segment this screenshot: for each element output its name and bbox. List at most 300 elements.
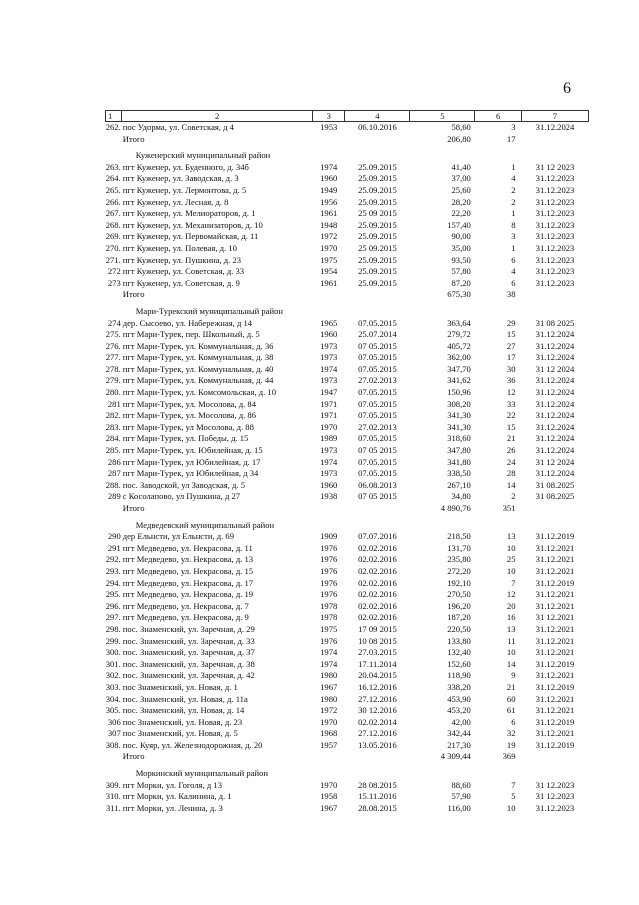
date-cell: 25.09.2015 xyxy=(358,219,397,230)
row-number: 295. xyxy=(105,589,121,600)
row-number: 302. xyxy=(105,670,121,681)
date-cell: 02.02.2016 xyxy=(358,554,397,565)
column-header-row xyxy=(106,111,589,122)
area-cell: 347,80 xyxy=(447,445,471,456)
address-cell: пгт Медведево, ул. Некрасова, д. 15 xyxy=(122,565,254,576)
table-row xyxy=(106,612,589,624)
area-cell: 37,00 xyxy=(451,173,471,184)
row-number: 306 xyxy=(107,716,121,727)
area-cell: 279,72 xyxy=(447,329,471,340)
row-number: 269. xyxy=(105,231,121,242)
address-cell: пгт Мари-Турек, ул. Комсомольская, д. 10 xyxy=(122,387,277,398)
date-cell: 06.08.2013 xyxy=(358,479,397,490)
count-cell: 10 xyxy=(506,542,516,553)
table-row xyxy=(106,728,589,740)
table-row xyxy=(106,399,589,411)
page-number: 6 xyxy=(563,80,571,97)
deadline-cell: 31.12.2024 xyxy=(535,340,575,351)
deadline-cell: 31.12.2023 xyxy=(535,231,575,242)
year-cell: 1978 xyxy=(320,612,338,623)
count-cell xyxy=(475,768,522,780)
count-cell: 2 xyxy=(511,196,516,207)
address-cell: пгт Мари-Турек, ул Юбилейная, д 34 xyxy=(122,468,259,479)
count-cell: 7 xyxy=(511,577,516,588)
table-row xyxy=(106,624,589,636)
date-cell: 02.02.2016 xyxy=(358,600,397,611)
address-cell: пос. Знаменский, ул. Заречная, д. 33 xyxy=(122,635,255,646)
address-cell: пгт Куженер, ул. Первомайская, д. 11 xyxy=(122,231,259,242)
table-row xyxy=(106,578,589,590)
area-cell: 341,80 xyxy=(447,456,471,467)
year-cell: 1960 xyxy=(320,479,338,490)
row-number: 308. xyxy=(105,739,121,750)
year-cell: 1973 xyxy=(320,468,338,479)
count-cell: 4 xyxy=(511,266,516,277)
count-cell: 20 xyxy=(506,600,516,611)
year-cell: 1973 xyxy=(320,352,338,363)
table-row xyxy=(106,318,589,330)
area-cell: 131,70 xyxy=(447,542,471,553)
count-cell: 13 xyxy=(506,623,516,634)
table-row xyxy=(106,445,589,457)
address-cell: пгт Куженер, ул. Буденного, д. 34б xyxy=(122,161,249,172)
year-cell: 1960 xyxy=(320,329,338,340)
date-cell: 25.09.2015 xyxy=(358,277,397,288)
count-cell: 38 xyxy=(506,289,516,300)
deadline-cell: 31.12.2024 xyxy=(535,352,575,363)
count-cell: 30 xyxy=(506,363,516,374)
year-cell: 1956 xyxy=(320,196,338,207)
area-cell: 453,90 xyxy=(447,693,471,704)
row-number: 303. xyxy=(105,681,121,692)
area-cell: 217,30 xyxy=(447,739,471,750)
date-cell xyxy=(345,768,410,780)
address-cell: пос Знаменский, ул. Новая, д. 1 xyxy=(122,681,238,692)
row-number: 285. xyxy=(105,445,121,456)
area-cell: 132,40 xyxy=(447,647,471,658)
total-row xyxy=(106,503,589,515)
row-number: 266. xyxy=(105,196,121,207)
row-number: 268. xyxy=(105,219,121,230)
table-row xyxy=(106,670,589,682)
housing-register-table xyxy=(105,110,589,814)
deadline-cell: 31 12 2024 xyxy=(535,363,575,374)
count-cell: 3 xyxy=(511,122,516,132)
date-cell: 25.09.2015 xyxy=(358,196,397,207)
row-number: 310. xyxy=(105,791,121,802)
deadline-cell xyxy=(522,289,589,301)
deadline-cell xyxy=(522,134,589,146)
deadline-cell: 31.12.2019 xyxy=(535,577,575,588)
deadline-cell: 31.12.2021 xyxy=(535,589,575,600)
area-cell: 341,62 xyxy=(447,375,471,386)
deadline-cell: 31.12.2023 xyxy=(535,242,575,253)
address-cell: пос. Знаменский, ул. Заречная, д. 38 xyxy=(122,658,255,669)
table-row xyxy=(106,480,589,492)
year-cell: 1976 xyxy=(320,542,338,553)
district-heading: Куженерский муниципальный район xyxy=(135,150,271,161)
count-cell: 22 xyxy=(506,410,516,421)
date-cell: 25.09.2015 xyxy=(358,173,397,184)
year-cell: 1970 xyxy=(320,779,338,790)
row-number: 278. xyxy=(105,363,121,374)
table-row xyxy=(106,780,589,792)
deadline-cell xyxy=(522,503,589,515)
deadline-cell: 31.12.2023 xyxy=(535,277,575,288)
row-number: 281 xyxy=(107,398,121,409)
year-cell: 1953 xyxy=(320,122,338,132)
date-cell: 25 09 2015 xyxy=(358,208,397,219)
row-number: 297. xyxy=(105,612,121,623)
row-number: 263. xyxy=(105,161,121,172)
deadline-cell: 31 08 2025 xyxy=(535,317,575,328)
year-cell: 1958 xyxy=(320,791,338,802)
date-cell xyxy=(345,150,410,162)
year-cell: 1965 xyxy=(320,317,338,328)
row-number xyxy=(106,134,122,146)
district-heading: Медведевский муниципальный район xyxy=(135,519,275,530)
date-cell: 06.10.2016 xyxy=(358,122,397,132)
deadline-cell: 31.12.2019 xyxy=(535,681,575,692)
row-number xyxy=(106,751,122,763)
deadline-cell: 31.12.2023 xyxy=(535,219,575,230)
district-heading-row xyxy=(106,306,589,318)
deadline-cell xyxy=(522,768,589,780)
row-number: 270. xyxy=(105,242,121,253)
table-row xyxy=(106,433,589,445)
row-number: 264. xyxy=(105,173,121,184)
year-cell xyxy=(312,289,344,301)
year-cell: 1960 xyxy=(320,173,338,184)
year-cell: 1938 xyxy=(320,491,338,502)
count-cell: 36 xyxy=(506,375,516,386)
row-number: 304. xyxy=(105,693,121,704)
year-cell: 1909 xyxy=(320,531,338,542)
address-cell: пгт Морки, ул. Гоголя, д 13 xyxy=(122,779,223,790)
year-cell: 1976 xyxy=(320,635,338,646)
area-cell: 362,00 xyxy=(447,352,471,363)
year-cell: 1973 xyxy=(320,445,338,456)
count-cell: 28 xyxy=(506,468,516,479)
count-cell: 15 xyxy=(506,329,516,340)
table-row xyxy=(106,410,589,422)
date-cell: 07.05.2015 xyxy=(358,363,397,374)
address-cell: пос Удорма, ул. Советская, д 4 xyxy=(122,122,234,132)
address-cell: с Косолапово, ул Пушкина, д 27 xyxy=(122,491,241,502)
area-cell: 405,72 xyxy=(447,340,471,351)
column-header: 6 xyxy=(475,111,522,122)
date-cell: 07 05.2015 xyxy=(358,340,397,351)
row-number: 272 xyxy=(107,266,121,277)
date-cell: 27.12.2016 xyxy=(358,693,397,704)
year-cell: 1972 xyxy=(320,231,338,242)
address-cell: пгт Медведево, ул. Некрасова, д. 9 xyxy=(122,612,249,623)
row-number: 289 xyxy=(107,491,121,502)
area-cell: 41,40 xyxy=(451,161,471,172)
deadline-cell: 31.12.2021 xyxy=(535,635,575,646)
area-cell: 267,10 xyxy=(447,479,471,490)
row-number: 267. xyxy=(105,208,121,219)
year-cell: 1989 xyxy=(320,433,338,444)
row-number: 276. xyxy=(105,340,121,351)
address-cell: пос. Куяр, ул. Железнодорожная, д. 20 xyxy=(122,739,263,750)
date-cell: 07.07.2016 xyxy=(358,531,397,542)
year-cell: 1961 xyxy=(320,208,338,219)
total-label: Итого xyxy=(122,133,145,144)
table-row xyxy=(106,647,589,659)
year-cell xyxy=(312,503,344,515)
address-cell: пгт Куженер, ул. Лесная, д. 8 xyxy=(122,196,229,207)
area-cell: 453,20 xyxy=(447,705,471,716)
address-cell: пгт Куженер, ул. Пушкина, д. 23 xyxy=(122,254,242,265)
count-cell: 1 xyxy=(511,161,516,172)
table-row xyxy=(106,173,589,185)
row-number: 290 xyxy=(107,531,121,542)
table-row xyxy=(106,162,589,174)
year-cell: 1976 xyxy=(320,565,338,576)
area-cell: 28,20 xyxy=(451,196,471,207)
area-cell xyxy=(410,768,475,780)
row-number: 275. xyxy=(105,329,121,340)
total-row xyxy=(106,751,589,763)
row-number xyxy=(106,289,122,301)
area-cell: 341,30 xyxy=(447,421,471,432)
year-cell: 1968 xyxy=(320,728,338,739)
table-row xyxy=(106,422,589,434)
count-cell: 6 xyxy=(511,277,516,288)
address-cell: пгт Куженер, ул. Заводская, д. 3 xyxy=(122,173,239,184)
count-cell: 6 xyxy=(511,254,516,265)
address-cell: пгт Мари-Турек, ул. Юбилейная, д. 15 xyxy=(122,445,263,456)
area-cell: 272,20 xyxy=(447,565,471,576)
area-cell: 22,20 xyxy=(451,208,471,219)
count-cell xyxy=(475,306,522,318)
deadline-cell: 31.12.2021 xyxy=(535,600,575,611)
table-row xyxy=(106,554,589,566)
area-cell xyxy=(410,306,475,318)
address-cell: пгт Мари-Турек, ул. Мосолова, д. 86 xyxy=(122,410,257,421)
deadline-cell: 31.12.2024 xyxy=(535,468,575,479)
deadline-cell: 31.12.2021 xyxy=(535,670,575,681)
table-row xyxy=(106,185,589,197)
row-number: 305. xyxy=(105,705,121,716)
year-cell xyxy=(312,768,344,780)
area-cell: 90,00 xyxy=(451,231,471,242)
count-cell: 351 xyxy=(502,503,516,513)
area-cell: 87,20 xyxy=(451,277,471,288)
table-row xyxy=(106,589,589,601)
deadline-cell: 31.12.2019 xyxy=(535,716,575,727)
area-cell: 187,20 xyxy=(447,612,471,623)
deadline-cell: 31.12.2023 xyxy=(535,802,575,813)
deadline-cell: 31.12.2023 xyxy=(535,254,575,265)
table-row xyxy=(106,329,589,341)
count-cell: 29 xyxy=(506,317,516,328)
year-cell: 1972 xyxy=(320,705,338,716)
date-cell: 02.02.2014 xyxy=(358,716,397,727)
year-cell: 1974 xyxy=(320,456,338,467)
count-cell: 14 xyxy=(506,658,516,669)
date-cell: 10 08 2015 xyxy=(358,635,397,646)
count-cell: 32 xyxy=(506,728,516,739)
table-row xyxy=(106,197,589,209)
total-row xyxy=(106,134,589,146)
date-cell: 27.12.2016 xyxy=(358,728,397,739)
area-cell: 218,50 xyxy=(447,531,471,542)
table-row xyxy=(106,636,589,648)
table-row xyxy=(106,243,589,255)
district-heading-row xyxy=(106,768,589,780)
date-cell: 25.07.2014 xyxy=(358,329,397,340)
area-cell: 57,90 xyxy=(451,791,471,802)
row-number: 309. xyxy=(105,779,121,790)
date-cell: 28 08.2015 xyxy=(358,779,397,790)
year-cell: 1975 xyxy=(320,623,338,634)
date-cell: 07.05.2015 xyxy=(358,317,397,328)
deadline-cell: 31.12.2021 xyxy=(535,623,575,634)
column-header: 7 xyxy=(522,111,589,122)
area-cell: 308,20 xyxy=(447,398,471,409)
year-cell: 1974 xyxy=(320,363,338,374)
date-cell: 25.09.2015 xyxy=(358,161,397,172)
count-cell: 33 xyxy=(506,398,516,409)
table-row xyxy=(106,705,589,717)
row-number: 282. xyxy=(105,410,121,421)
area-cell: 342,44 xyxy=(447,728,471,739)
year-cell: 1948 xyxy=(320,219,338,230)
count-cell: 11 xyxy=(507,635,516,646)
date-cell: 27.02.2013 xyxy=(358,375,397,386)
row-number: 311. xyxy=(106,802,121,813)
area-cell: 675,30 xyxy=(447,289,471,300)
deadline-cell: 31.12.2024 xyxy=(535,375,575,386)
count-cell: 61 xyxy=(506,705,516,716)
deadline-cell: 31.12.2023 xyxy=(535,184,575,195)
address-cell: пгт Куженер, ул. Мелиораторов, д. 1 xyxy=(122,208,256,219)
date-cell: 07.05.2015 xyxy=(358,352,397,363)
table-row xyxy=(106,682,589,694)
row-number: 265. xyxy=(105,184,121,195)
count-cell: 24 xyxy=(506,456,516,467)
count-cell: 7 xyxy=(511,779,516,790)
row-number: 291 xyxy=(107,542,121,553)
address-cell: пгт Морки, ул. Ленина, д. 3 xyxy=(122,802,223,813)
deadline-cell: 31.12.2019 xyxy=(535,531,575,542)
address-cell: пгт Куженер, ул. Механизаторов, д. 10 xyxy=(122,219,263,230)
row-number: 274 xyxy=(107,317,121,328)
area-cell: 4 890,76 xyxy=(440,503,471,513)
row-number: 280. xyxy=(105,387,121,398)
date-cell xyxy=(345,503,410,515)
area-cell: 206,80 xyxy=(447,133,471,144)
count-cell: 60 xyxy=(506,693,516,704)
year-cell: 1976 xyxy=(320,577,338,588)
count-cell: 15 xyxy=(506,421,516,432)
deadline-cell xyxy=(522,520,589,532)
row-number: 287 xyxy=(107,468,121,479)
deadline-cell: 31.12.2021 xyxy=(535,554,575,565)
area-cell xyxy=(410,150,475,162)
date-cell: 07.05.2015 xyxy=(358,398,397,409)
table-row xyxy=(106,220,589,232)
deadline-cell: 31 08.2025 xyxy=(535,491,575,502)
deadline-cell: 31.12.2024 xyxy=(535,122,575,132)
count-cell: 17 xyxy=(506,352,516,363)
table-row xyxy=(106,231,589,243)
area-cell: 157,40 xyxy=(447,219,471,230)
address-cell: пос. Знаменский, ул. Заречная, д. 29 xyxy=(122,623,255,634)
date-cell: 02.02.2016 xyxy=(358,577,397,588)
area-cell: 338,20 xyxy=(447,681,471,692)
address-cell: пгт Морки, ул. Калинина, д. 1 xyxy=(122,791,232,802)
area-cell: 133,80 xyxy=(447,635,471,646)
count-cell: 2 xyxy=(511,184,516,195)
area-cell: 341,30 xyxy=(447,410,471,421)
address-cell: пгт Мари-Турек, ул Юбилейная, д. 17 xyxy=(122,456,261,467)
deadline-cell: 31.12.2019 xyxy=(535,739,575,750)
row-number: 293. xyxy=(105,565,121,576)
table-row xyxy=(106,531,589,543)
deadline-cell: 31 12 2024 xyxy=(535,456,575,467)
row-number: 284. xyxy=(105,433,121,444)
table-row xyxy=(106,659,589,671)
row-number: 286 xyxy=(107,456,121,467)
table-row xyxy=(106,375,589,387)
year-cell: 1974 xyxy=(320,161,338,172)
address-cell: пос. Знаменский, ул. Новая, д. 14 xyxy=(122,705,245,716)
date-cell: 07.05.2015 xyxy=(358,456,397,467)
address-cell: пос Знаменский, ул. Новая, д. 23 xyxy=(122,716,243,727)
table-row xyxy=(106,352,589,364)
year-cell: 1967 xyxy=(320,802,338,813)
total-label: Итого xyxy=(122,289,145,300)
year-cell xyxy=(312,306,344,318)
row-number xyxy=(106,150,122,162)
area-cell: 363,64 xyxy=(447,317,471,328)
area-cell: 57,80 xyxy=(451,266,471,277)
address-cell: пос. Заводской, ул Заводская, д. 5 xyxy=(122,479,246,490)
year-cell: 1974 xyxy=(320,647,338,658)
address-cell: пгт Куженер, ул. Полевая, д. 10 xyxy=(122,242,237,253)
address-cell: пгт Куженер, ул. Советская, д. 33 xyxy=(122,266,245,277)
count-cell: 5 xyxy=(511,791,516,802)
table-row xyxy=(106,364,589,376)
count-cell: 25 xyxy=(506,554,516,565)
area-cell: 35,00 xyxy=(451,242,471,253)
total-label: Итого xyxy=(122,751,145,762)
count-cell: 4 xyxy=(511,173,516,184)
area-cell: 318,60 xyxy=(447,433,471,444)
year-cell xyxy=(312,134,344,146)
date-cell: 25.09.2015 xyxy=(358,231,397,242)
district-heading-row xyxy=(106,150,589,162)
year-cell xyxy=(312,751,344,763)
area-cell: 192,10 xyxy=(447,577,471,588)
deadline-cell: 31.12.2021 xyxy=(535,542,575,553)
count-cell: 10 xyxy=(506,565,516,576)
deadline-cell: 31.12.2023 xyxy=(535,266,575,277)
address-cell: пгт Мари-Турек, ул. Победы, д. 15 xyxy=(122,433,249,444)
count-cell: 8 xyxy=(511,219,516,230)
date-cell: 02.02.2016 xyxy=(358,589,397,600)
year-cell: 1971 xyxy=(320,410,338,421)
date-cell: 30 12.2016 xyxy=(358,705,397,716)
deadline-cell: 31.12.2021 xyxy=(535,647,575,658)
deadline-cell: 31.12.2024 xyxy=(535,421,575,432)
count-cell: 10 xyxy=(506,802,516,813)
date-cell: 15.11.2016 xyxy=(358,791,397,802)
area-cell: 25,60 xyxy=(451,184,471,195)
